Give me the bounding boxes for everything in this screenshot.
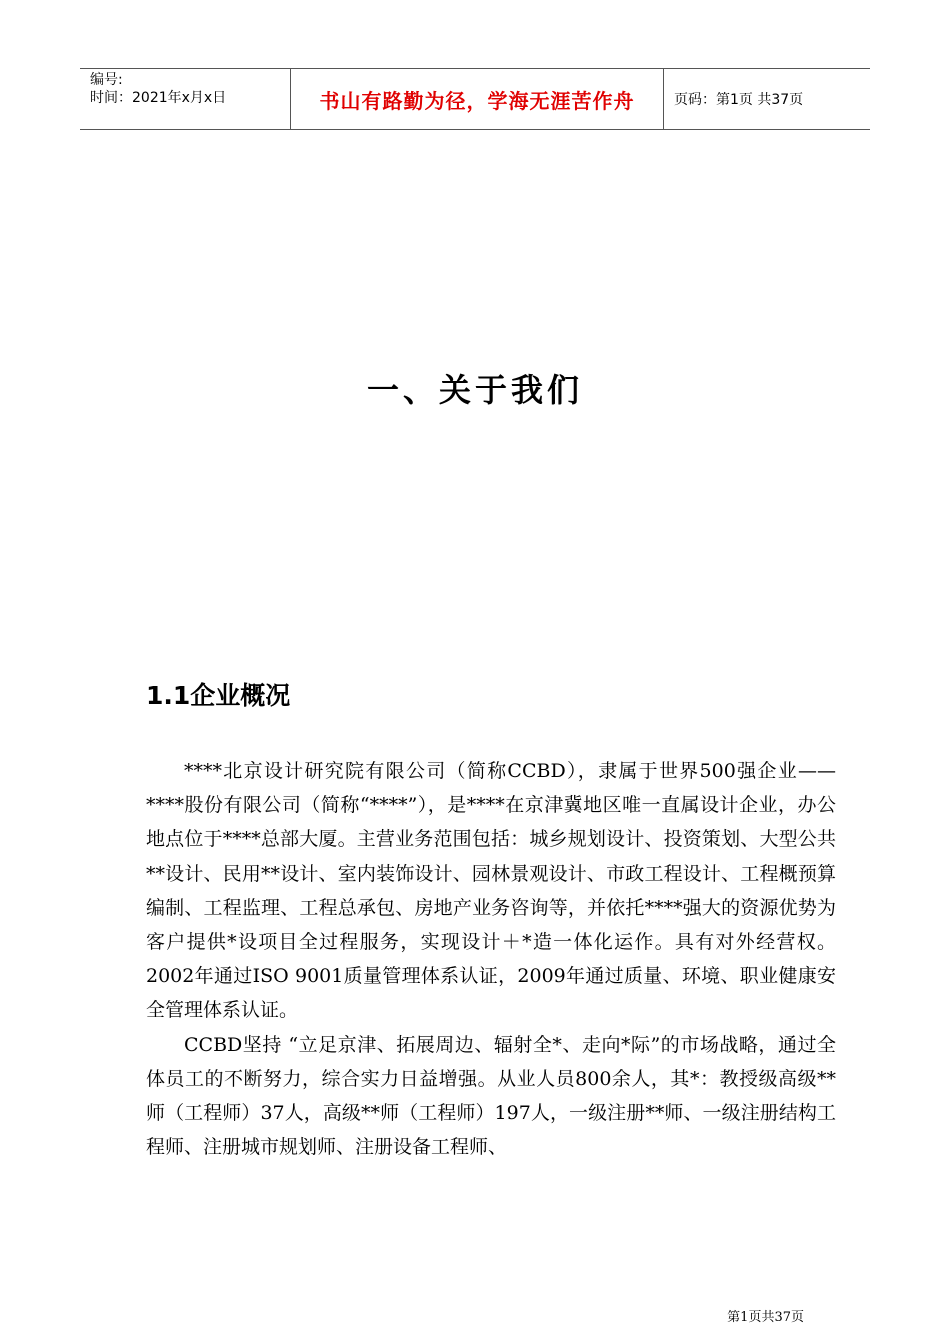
page-footer: 第1页共37页 xyxy=(727,1310,804,1325)
header-meta xyxy=(80,69,291,129)
header-motto: 书山有路勤为径，学海无涯苦作舟 xyxy=(291,69,664,129)
paragraph: CCBD坚持 “立足京津、拓展周边、辐射全*、走向*际”的市场战略，通过全体员工的不断努力，综合实力日益增强。从业人员800余人，其*：教授级高级**师（工程师）37人，高级**师（工程师）197人，一级注册**师、一级注册结构工程师、注册城市规划师、注册设备工程师、 xyxy=(146,1033,836,1159)
document-number-label: 编号: xyxy=(90,72,123,88)
chapter-title: 一、关于我们 xyxy=(366,371,583,409)
section-title: 1.1企业概况 xyxy=(146,681,291,710)
document-date-label: 时间：2021年x月x日 xyxy=(90,90,227,106)
page-header xyxy=(80,68,870,130)
body-text xyxy=(146,754,836,1164)
header-page-info: 页码：第1页 共37页 xyxy=(674,92,804,108)
paragraph: ****北京设计研究院有限公司（简称CCBD），隶属于世界500强企业——****股份有限公司（简称“****”），是****在京津冀地区唯一直属设计企业，办公地点位于****总部大厦。主营业务范围包括：城乡规划设计、投资策划、大型公共**设计、民用**设计、室内装饰设计、园林景观设计、市政工程设计、工程概预算编制、工程监理、工程总承包、房地产业务咨询等，并依托****强大的资源优势为客户提供*设项目全过程服务，实现设计＋*造一体化运作。具有对外经营权。2002年通过ISO 9001质量管理体系认证，2009年通过质量、环境、职业健康安全管理体系认证。 xyxy=(146,760,836,1022)
